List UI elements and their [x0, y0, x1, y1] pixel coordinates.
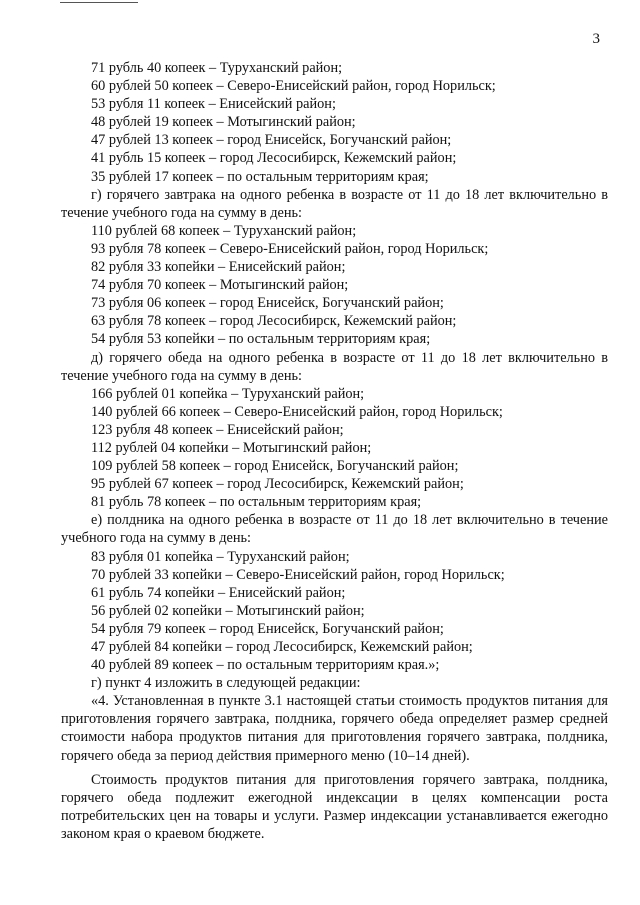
price-line: 73 рубля 06 копеек – город Енисейск, Богучанский район; — [91, 295, 444, 312]
price-line: 60 рублей 50 копеек – Северо-Енисейский район, город Норильск; — [91, 78, 496, 95]
section-e-intro: е) полдника на одного ребенка в возрасте от 11 до 18 лет включительно в течение учебного года на сумму в день: — [61, 512, 608, 547]
header-rule — [60, 2, 138, 3]
section-d-intro: д) горячего обеда на одного ребенка в возрасте от 11 до 18 лет включительно в течение учебного года на сумму в день: — [61, 349, 608, 384]
price-line: 93 рубля 78 копеек – Северо-Енисейский район, город Норильск; — [91, 240, 489, 257]
price-line: 48 рублей 19 копеек – Мотыгинский район; — [91, 114, 356, 131]
section-e-list — [61, 548, 608, 675]
paragraph-indexation: Стоимость продуктов питания для приготовления горячего завтрака, полдника, горячего обеда подлежит ежегодной индексации в целях компенсации роста потребительских цен на товары и услуги. Размер индексации устанавливается ежегодно законом края о краевом бюджете. — [61, 771, 608, 842]
section-g-intro: г) горячего завтрака на одного ребенка в возрасте от 11 до 18 лет включительно в течение учебного года на сумму в день: — [61, 186, 608, 221]
price-line: 53 рубля 11 копеек – Енисейский район; — [91, 96, 336, 113]
price-line: 74 рубля 70 копеек – Мотыгинский район; — [91, 277, 349, 294]
page-number: 3 — [592, 31, 600, 47]
document-body — [61, 59, 608, 843]
price-line: 140 рублей 66 копеек – Северо-Енисейский район, город Норильск; — [91, 403, 503, 420]
price-line: 70 рублей 33 копейки – Северо-Енисейский район, город Норильск; — [91, 566, 505, 583]
price-line: 40 рублей 89 копеек – по остальным территориям края.»; — [91, 657, 440, 674]
section-g-list — [61, 222, 608, 349]
price-line: 166 рублей 01 копейка – Туруханский район; — [91, 385, 365, 402]
price-line: 109 рублей 58 копеек – город Енисейск, Богучанский район; — [91, 458, 459, 475]
price-line: 54 рубля 79 копеек – город Енисейск, Богучанский район; — [91, 620, 444, 637]
price-line: 63 рубля 78 копеек – город Лесосибирск, Кежемский район; — [91, 313, 457, 330]
price-line: 47 рублей 84 копейки – город Лесосибирск, Кежемский район; — [91, 639, 473, 655]
price-line: 61 рубль 74 копейки – Енисейский район; — [91, 584, 346, 601]
section-v-list — [61, 59, 608, 186]
price-line: 81 рубль 78 копеек – по остальным территориям края; — [91, 494, 422, 511]
price-line: 35 рублей 17 копеек – по остальным территориям края; — [91, 168, 429, 185]
price-line: 95 рублей 67 копеек – город Лесосибирск, Кежемский район; — [91, 476, 464, 493]
price-line: 110 рублей 68 копеек – Туруханский район; — [91, 222, 357, 239]
point-4-instruction: г) пункт 4 изложить в следующей редакции: — [91, 675, 361, 692]
price-line: 83 рубля 01 копейка – Туруханский район; — [91, 548, 350, 565]
price-line: 47 рублей 13 копеек – город Енисейск, Богучанский район; — [91, 132, 452, 149]
price-line: 82 рубля 33 копейки – Енисейский район; — [91, 259, 346, 276]
section-d-list — [61, 385, 608, 512]
price-line: 112 рублей 04 копейки – Мотыгинский район; — [91, 439, 372, 456]
price-line: 71 рубль 40 копеек – Туруханский район; — [91, 60, 343, 76]
price-line: 123 рубля 48 копеек – Енисейский район; — [91, 421, 344, 438]
price-line: 54 рубля 53 копейки – по остальным территориям края; — [91, 331, 431, 348]
paragraph-point-4: «4. Установленная в пункте 3.1 настоящей статьи стоимость продуктов питания для приготовления горячего завтрака, полдника, горячего обеда определяет размер средней стоимости набора продуктов питания для приготовления горячего завтрака, полдника, горячего обеда за период действия примерного меню (10–14 дней). — [61, 693, 608, 764]
price-line: 56 рублей 02 копейки – Мотыгинский район; — [91, 602, 365, 619]
price-line: 41 рубль 15 копеек – город Лесосибирск, Кежемский район; — [91, 150, 457, 167]
